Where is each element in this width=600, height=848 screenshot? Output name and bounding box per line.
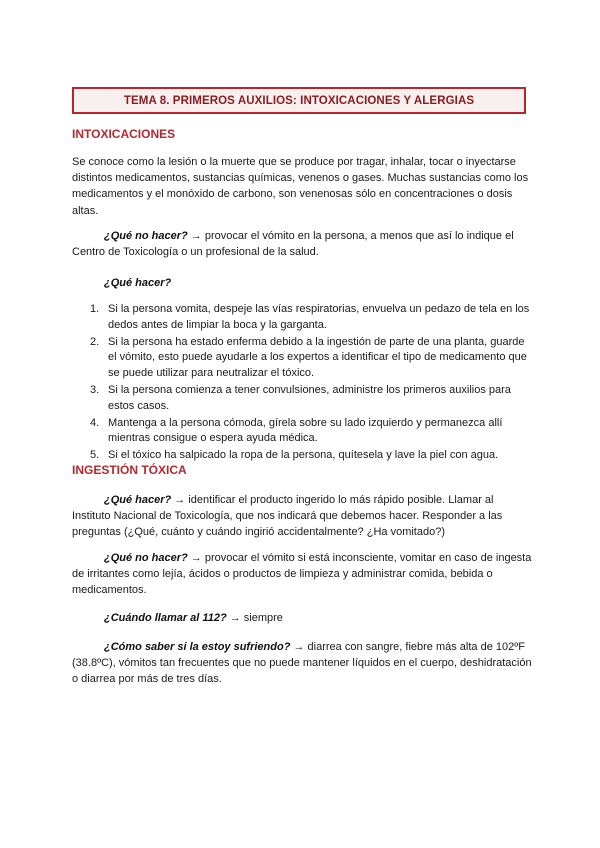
page-title: TEMA 8. PRIMEROS AUXILIOS: INTOXICACIONES Y ALERGIAS bbox=[123, 94, 475, 107]
ingestion-heading: INGESTIÓN TÓXICA bbox=[72, 463, 187, 477]
intoxicaciones-intro: Se conoce como la lesión o la muerte que se produce por tragar, inhalar, tocar o inyectarse distintos medicamentos, sustancias químicas, venenos o gases. Muchas sustancias como los medicamentos y el monóxido de carbono, son venenosas sólo en concentraciones o dosis altas. bbox=[72, 156, 529, 217]
ingestion-hacer-text: → identificar el producto ingerido lo más rápido posible. Llamar al Instituto Nacional de Toxicología, que nos indicará que debemos hacer. Responder a las preguntas (¿Qué, cuánto y cuándo ingirió accidentalmente? ¿Ha vomitado?) bbox=[72, 494, 503, 539]
list-item: 2. Si la persona ha estado enferma debido a la ingestión de parte de una planta, guarde el vómito, esto puede ayudarle a los expertos a identificar el tipo de medicamento que se puede utilizar para neutralizar el tóxico. bbox=[90, 335, 527, 379]
ingestion-llamar-text: → siempre bbox=[226, 612, 283, 624]
ingestion-hacer-paragraph bbox=[72, 492, 532, 541]
ingestion-no-hacer-paragraph bbox=[72, 550, 532, 599]
intoxicaciones-heading: INTOXICACIONES bbox=[72, 127, 176, 141]
list-item: 5. Si el tóxico ha salpicado la ropa de la persona, quítesela y lave la piel con agua. bbox=[90, 449, 499, 462]
intox-steps-list bbox=[72, 302, 532, 465]
ingestion-saber-text: → diarrea con sangre, fiebre más alta de 102ºF (38.8ºC), vómitos tan frecuentes que no puede mantener líquidos en el cuerpo, deshidratación o diarrea por más de tres días. bbox=[72, 641, 532, 686]
intox-hacer-paragraph bbox=[72, 275, 532, 291]
intox-no-hacer-label: ¿Qué no hacer? bbox=[104, 230, 188, 242]
list-item: 3. Si la persona comienza a tener convulsiones, administre los primeros auxilios para estos casos. bbox=[90, 383, 511, 412]
ingestion-saber-paragraph bbox=[72, 639, 532, 688]
ingestion-saber-label: ¿Cómo saber si la estoy sufriendo? bbox=[104, 641, 291, 653]
list-item: 1. Si la persona vomita, despeje las vías respiratorias, envuelva un pedazo de tela en los dedos antes de limpiar la boca y la garganta. bbox=[90, 303, 530, 331]
ingestion-no-hacer-text: → provocar el vómito si está inconsciente, vomitar en caso de ingesta de irritantes como lejía, ácidos o productos de limpieza y administrar comida, bebida o medicamentos. bbox=[72, 552, 532, 597]
intox-hacer-label: ¿Qué hacer? bbox=[104, 277, 172, 289]
ingestion-llamar-paragraph bbox=[72, 610, 532, 626]
intox-no-hacer-text: → provocar el vómito en la persona, a menos que así lo indique el Centro de Toxicología o un profesional de la salud. bbox=[72, 230, 514, 259]
ingestion-no-hacer-label: ¿Qué no hacer? bbox=[104, 552, 188, 564]
ingestion-hacer-label: ¿Qué hacer? bbox=[104, 494, 172, 506]
list-item: 4. Mantenga a la persona cómoda, gírela sobre su lado izquierdo y permanezca allí mientras consigue o espera ayuda médica. bbox=[90, 416, 503, 445]
intox-no-hacer-paragraph bbox=[72, 228, 532, 260]
title-box bbox=[72, 87, 526, 114]
ingestion-llamar-label: ¿Cuándo llamar al 112? bbox=[104, 612, 227, 624]
